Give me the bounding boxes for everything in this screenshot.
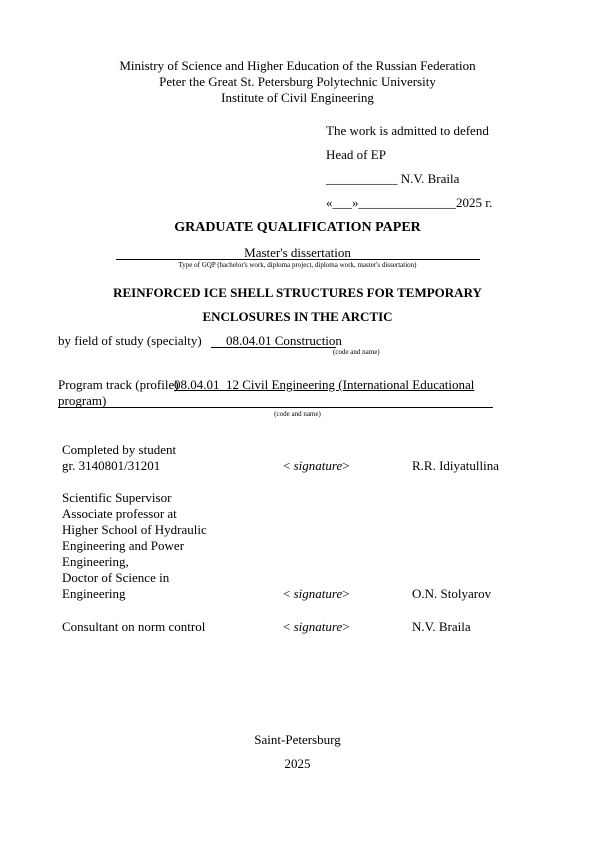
supervisor-name: O.N. Stolyarov <box>412 586 492 601</box>
head-of-ep: Head of EP <box>326 147 386 162</box>
consultant-signature-word: signature <box>293 619 343 634</box>
approval-date-line: «___»_______________2025 г. <box>326 195 493 210</box>
university-line: Peter the Great St. Petersburg Polytechnic University <box>159 74 436 89</box>
field-of-study-label: by field of study (specialty) <box>58 333 202 348</box>
ministry-line: Ministry of Science and Higher Education of the Russian Federation <box>119 58 476 73</box>
head-signature-line: ___________ N.V. Braila <box>326 171 460 186</box>
footer-city: Saint-Petersburg <box>254 732 341 747</box>
program-value-line1: 08.04.01_12 Civil Engineering (International Educational <box>174 377 475 392</box>
student-role-line2: gr. 3140801/31201 <box>62 458 161 473</box>
student-signature: < signature> <box>283 458 350 473</box>
supervisor-signature: < signature> <box>283 586 350 601</box>
program-value-line2: program) <box>58 393 107 408</box>
paper-title-line1: REINFORCED ICE SHELL STRUCTURES FOR TEMPORARY <box>113 285 482 300</box>
field-of-study-caption: (code and name) <box>333 348 380 356</box>
program-caption: (code and name) <box>274 410 321 418</box>
student-name: R.R. Idiyatullina <box>412 458 500 473</box>
paper-type-value: Master's dissertation <box>244 245 351 260</box>
supervisor-signature-word: signature <box>293 586 343 601</box>
institute-line: Institute of Civil Engineering <box>221 90 374 105</box>
student-role-line1: Completed by student <box>62 442 177 457</box>
paper-type-caption: Type of GQP (bachelor's work, diploma project, diploma work, master's dissertation) <box>178 261 417 269</box>
consultant-signature: < signature> <box>283 619 350 634</box>
paper-type-title: GRADUATE QUALIFICATION PAPER <box>174 220 421 235</box>
supervisor-role-line2: Associate professor at <box>62 506 177 521</box>
supervisor-role-line3: Higher School of Hydraulic <box>62 522 207 537</box>
program-underline <box>58 407 493 408</box>
supervisor-role-line7: Engineering <box>62 586 126 601</box>
paper-type-underline <box>116 259 480 260</box>
program-label: Program track (profile) <box>58 377 179 392</box>
supervisor-role-line5: Engineering, <box>62 554 129 569</box>
supervisor-role-line1: Scientific Supervisor <box>62 490 172 505</box>
footer-year: 2025 <box>284 756 311 771</box>
field-of-study-value: 08.04.01 Construction <box>226 333 342 348</box>
consultant-role-line1: Consultant on norm control <box>62 619 206 634</box>
student-signature-word: signature <box>293 458 343 473</box>
supervisor-role-line6: Doctor of Science in <box>62 570 170 585</box>
paper-title-line2: ENCLOSURES IN THE ARCTIC <box>202 309 393 324</box>
consultant-name: N.V. Braila <box>412 619 471 634</box>
supervisor-role-line4: Engineering and Power <box>62 538 185 553</box>
admitted-text: The work is admitted to defend <box>326 123 489 138</box>
